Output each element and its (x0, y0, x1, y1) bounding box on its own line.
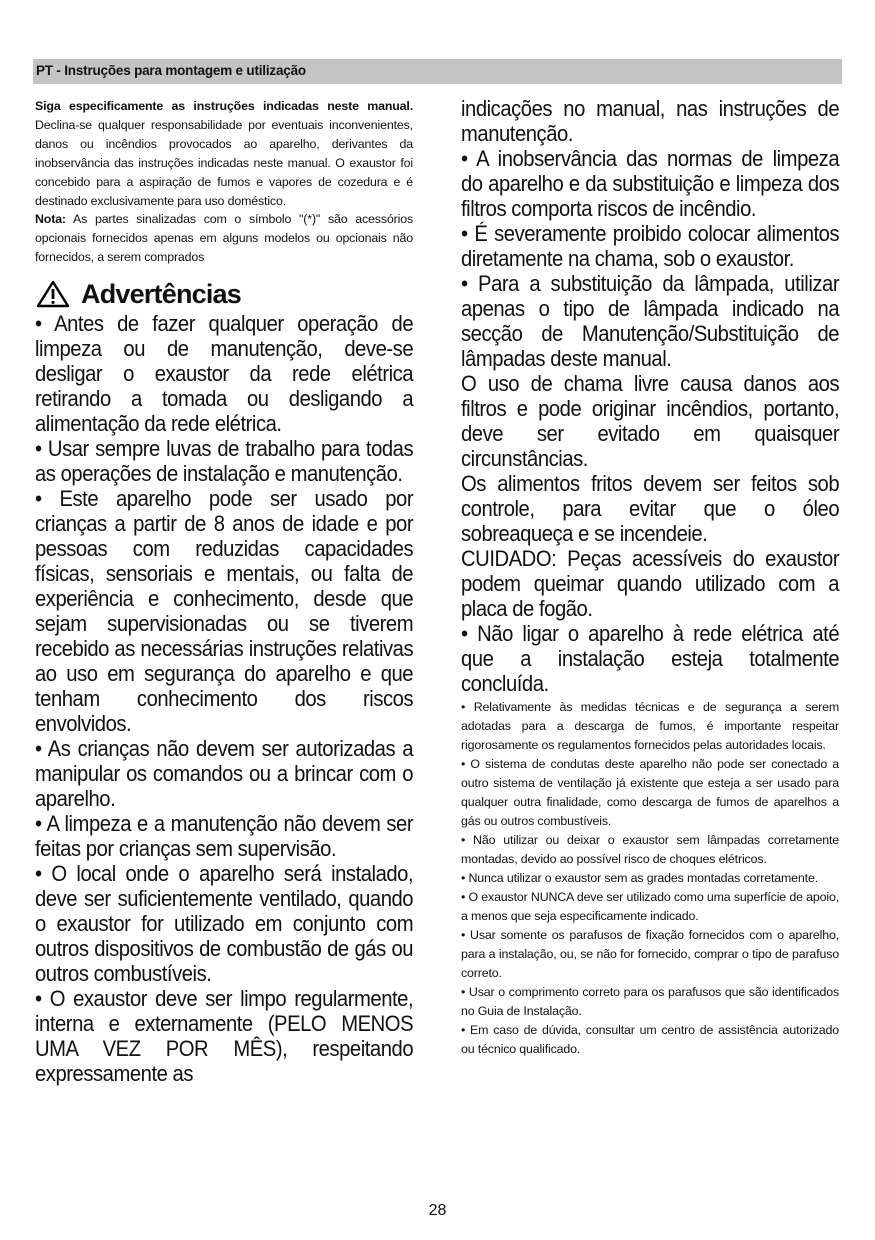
paragraph: Os alimentos fritos devem ser feitos sob controle, para evitar que o óleo sobreaqueça e se incendeie. (461, 471, 840, 546)
right-column (461, 96, 839, 1059)
paragraph: • O local onde o aparelho será instalado, deve ser suficientemente ventilado, quando o exaustor for utilizado em conjunto com outros dispositivos de combustão de gás ou outros combustíveis. (35, 861, 414, 987)
paragraph: CUIDADO: Peças acessíveis do exaustor podem queimar quando utilizado com a placa de fogão. (461, 546, 840, 621)
paragraph: • Usar somente os parafusos de fixação fornecidos com o aparelho, para a instalação, ou, se não for fornecido, comprar o tipo de parafuso correto. (461, 928, 839, 980)
right-big-text (461, 96, 839, 696)
paragraph: • O exaustor deve ser limpo regularmente, interna e externamente (PELO MENOS UMA VEZ POR MÊS), respeitando expressamente as (35, 986, 414, 1087)
paragraph: • Não ligar o aparelho à rede elétrica até que a instalação esteja totalmente concluída. (461, 621, 840, 696)
paragraph: • A limpeza e a manutenção não devem ser feitas por crianças sem supervisão. (35, 811, 414, 862)
page-header (33, 59, 842, 84)
paragraph: • Este aparelho pode ser usado por crianças a partir de 8 anos de idade e por pessoas com reduzidas capacidades físicas, sensoriais e mentais, ou falta de experiência e conhecimento, desde que sejam supervisionadas ou se tiverem recebido as necessárias instruções relativas ao uso em segurança do aparelho e que tenham conhecimento dos riscos envolvidos. (35, 486, 414, 737)
paragraph: • É severamente proibido colocar alimentos diretamente na chama, sob o exaustor. (461, 221, 840, 271)
note-paragraph (35, 210, 413, 267)
paragraph: • A inobservância das normas de limpeza do aparelho e da substituição e limpeza dos filtros comporta riscos de incêndio. (461, 146, 840, 221)
paragraph: • Antes de fazer qualquer operação de limpeza ou de manutenção, deve-se desligar o exaustor da rede elétrica retirando a tomada ou desligando a alimentação da rede elétrica. (35, 311, 414, 437)
paragraph: • Não utilizar ou deixar o exaustor sem lâmpadas corretamente montadas, devido ao possível risco de choques elétricos. (461, 833, 839, 866)
paragraph: • Nunca utilizar o exaustor sem as grades montadas corretamente. (461, 871, 818, 885)
intro-bold: Siga especificamente as instruções indicadas neste manual. (35, 99, 413, 113)
paragraph: • Relativamente às medidas técnicas e de segurança a serem adotadas para a descarga de fumos, é importante respeitar rigorosamente os regulamentos fornecidos pelas autoridades locais. (461, 700, 839, 752)
paragraph: O uso de chama livre causa danos aos filtros e pode originar incêndios, portanto, deve ser evitado em quaisquer circunstâncias. (461, 371, 840, 471)
warnings-title: Advertências (81, 278, 241, 309)
paragraph: • Usar o comprimento correto para os parafusos que são identificados no Guia de Instalação. (461, 985, 839, 1018)
left-big-text (35, 311, 413, 1086)
intro-paragraph (35, 97, 413, 210)
note-bold: Nota: (35, 212, 66, 227)
warning-triangle-icon (35, 279, 71, 309)
right-small-text (461, 698, 839, 1059)
warnings-heading (35, 279, 413, 309)
paragraph: • Em caso de dúvida, consultar um centro de assistência autorizado ou técnico qualificado. (461, 1023, 839, 1056)
paragraph: • Usar sempre luvas de trabalho para todas as operações de instalação e manutenção. (35, 436, 414, 487)
paragraph: indicações no manual, nas instruções de manutenção. (461, 96, 840, 146)
left-column (35, 97, 413, 1086)
paragraph: • O exaustor NUNCA deve ser utilizado como uma superfície de apoio, a menos que seja especificamente indicado. (461, 890, 839, 923)
page-number: 28 (428, 1202, 447, 1219)
intro-text: Declina-se qualquer responsabilidade por eventuais inconvenientes, danos ou incêndios provocados ao aparelho, derivantes da inobservância das instruções indicadas neste manual. O exaustor foi concebido para a aspiração de fumos e vapores de cozedura e é destinado exclusivamente para uso doméstico. (35, 117, 413, 208)
note-text: As partes sinalizadas com o símbolo "(*)" são acessórios opcionais fornecidos apenas em alguns modelos ou opcionais não fornecidos, a serem comprados (35, 212, 413, 265)
paragraph: • O sistema de condutas deste aparelho não pode ser conectado a outro sistema de ventilação já existente que esteja a ser usado para qualquer outra finalidade, como descarga de fumos de aparelhos a gás ou outros combustíveis. (461, 757, 839, 828)
paragraph: • Para a substituição da lâmpada, utilizar apenas o tipo de lâmpada indicado na secção de Manutenção/Substituição de lâmpadas deste manual. (461, 271, 840, 371)
header-title: PT - Instruções para montagem e utilização (36, 63, 306, 78)
paragraph: • As crianças não devem ser autorizadas a manipular os comandos ou a brincar com o aparelho. (35, 736, 414, 812)
